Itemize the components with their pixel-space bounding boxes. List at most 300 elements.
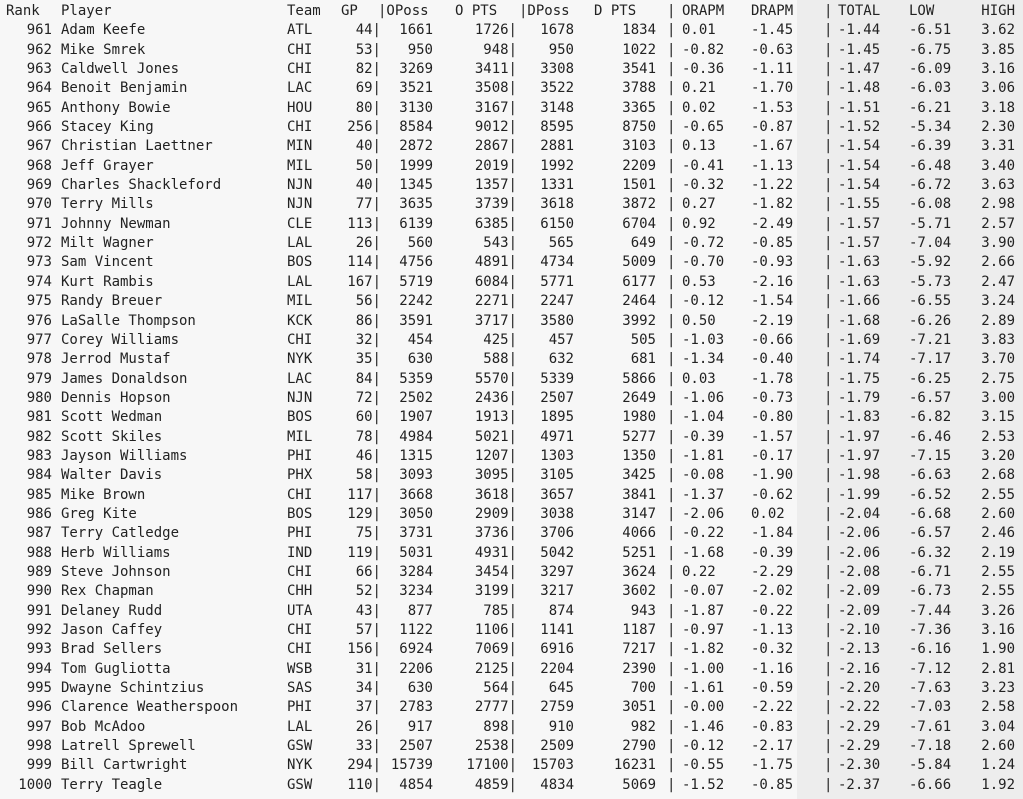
header-drapm: DRAPM (751, 3, 794, 19)
column-separator: | (824, 157, 833, 174)
cell-high: 3.90 (981, 235, 1015, 252)
cell-total: -2.08 (838, 563, 881, 580)
cell-orapm: 0.01 (682, 22, 716, 39)
column-separator: | (824, 99, 833, 116)
cell-total: -2.04 (838, 505, 881, 522)
cell-orapm: 0.21 (682, 80, 716, 97)
column-separator: | (824, 602, 833, 619)
cell-drapm: -2.49 (751, 215, 794, 232)
cell-dpts: 700 (630, 680, 656, 697)
column-separator: | (667, 467, 676, 484)
cell-dpts: 2790 (622, 738, 656, 755)
cell-rank: 985 (26, 486, 52, 503)
cell-low: -5.84 (909, 757, 952, 774)
cell-oposs: 3668 (399, 486, 433, 503)
cell-rank: 999 (26, 757, 52, 774)
cell-dpts: 1501 (622, 177, 656, 194)
cell-dposs: 3580 (540, 312, 574, 329)
column-separator: | (667, 254, 676, 271)
cell-low: -6.82 (909, 409, 952, 426)
cell-dposs: 3105 (540, 467, 574, 484)
cell-player: Scott Wedman (61, 409, 163, 426)
table-row (0, 466, 1023, 485)
cell-rank: 976 (26, 312, 52, 329)
cell-oposs: 5719 (399, 273, 433, 290)
cell-team: LAC (287, 80, 313, 97)
column-separator: | (824, 447, 833, 464)
cell-drapm: -1.67 (751, 138, 794, 155)
cell-dpts: 6704 (622, 215, 656, 232)
cell-gp: 256| (347, 119, 381, 136)
cell-dposs: 3522 (540, 80, 574, 97)
column-separator: | (667, 641, 676, 658)
cell-drapm: -0.85 (751, 235, 794, 252)
cell-rank: 973 (26, 254, 52, 271)
cell-player: Terry Mills (61, 196, 154, 213)
cell-high: 2.47 (981, 273, 1015, 290)
cell-oposs: 2502 (399, 389, 433, 406)
cell-high: 2.46 (981, 525, 1015, 542)
cell-team: PHI (287, 447, 313, 464)
cell-dpts: 943 (630, 602, 656, 619)
cell-total: -1.63 (838, 273, 881, 290)
cell-oposs: 5031 (399, 544, 433, 561)
cell-oposs: 4984 (399, 428, 433, 445)
column-separator: | (824, 738, 833, 755)
cell-drapm: -1.54 (751, 293, 794, 310)
cell-high: 3.16 (981, 622, 1015, 638)
cell-team: NYK (287, 757, 313, 774)
cell-dposs: 1303 (540, 447, 574, 464)
table-row (0, 79, 1023, 98)
cell-high: 3.20 (981, 447, 1015, 464)
cell-rank: 977 (26, 331, 52, 348)
cell-total: -2.29 (838, 718, 881, 735)
header-player: Player (61, 3, 112, 19)
cell-team: BOS (287, 254, 313, 271)
column-separator: | (667, 738, 676, 755)
cell-gp: 31| (355, 660, 381, 677)
cell-dpts: 3992 (622, 312, 656, 329)
column-separator: | (667, 331, 676, 348)
cell-dpts: 2209 (622, 157, 656, 174)
cell-dposs: 2507 (540, 389, 574, 406)
cell-low: -6.57 (909, 525, 952, 542)
cell-opts: 785| (483, 602, 517, 619)
table-row (0, 679, 1023, 698)
cell-orapm: 0.13 (682, 138, 716, 155)
cell-drapm: -1.11 (751, 61, 794, 78)
cell-high: 2.55 (981, 583, 1015, 600)
cell-rank: 969 (26, 177, 52, 194)
cell-oposs: 6924 (399, 641, 433, 658)
header-orapm: ORAPM (682, 3, 725, 19)
cell-team: CHI (287, 119, 313, 136)
cell-low: -7.03 (909, 699, 952, 716)
cell-orapm: -1.87 (682, 602, 725, 619)
cell-opts: 543| (483, 235, 517, 252)
column-separator: | (824, 119, 833, 136)
column-separator: | (667, 235, 676, 252)
cell-opts: 4931| (474, 544, 517, 561)
cell-total: -2.09 (838, 602, 881, 619)
cell-player: Delaney Rudd (61, 602, 163, 619)
column-separator: | (824, 196, 833, 213)
cell-orapm: -0.12 (682, 293, 725, 310)
cell-dposs: 3308 (540, 61, 574, 78)
cell-team: CHI (287, 41, 313, 58)
column-separator: | (667, 119, 676, 136)
cell-total: -2.09 (838, 583, 881, 600)
column-separator: | (824, 467, 833, 484)
cell-total: -1.52 (838, 119, 881, 136)
cell-orapm: -1.68 (682, 544, 725, 561)
cell-team: HOU (287, 99, 313, 116)
cell-low: -6.48 (909, 157, 952, 174)
cell-rank: 965 (26, 99, 52, 116)
column-separator: | (824, 428, 833, 445)
table-row (0, 582, 1023, 601)
cell-dpts: 4066 (622, 525, 656, 542)
cell-gp: 43| (355, 602, 381, 619)
cell-high: 3.15 (981, 409, 1015, 426)
cell-gp: 80| (355, 99, 381, 116)
column-separator: | (824, 22, 833, 39)
cell-dposs: 5339 (540, 370, 574, 387)
cell-low: -6.25 (909, 370, 952, 387)
cell-team: CHI (287, 641, 313, 658)
header-dpts: D PTS (594, 3, 637, 19)
cell-opts: 4891| (474, 254, 517, 271)
cell-player: LaSalle Thompson (61, 312, 196, 329)
cell-gp: 294| (347, 757, 381, 774)
cell-player: Steve Johnson (61, 563, 171, 580)
cell-player: Clarence Weatherspoon (61, 699, 239, 716)
cell-low: -6.66 (909, 776, 952, 793)
cell-opts: 2436| (474, 389, 517, 406)
cell-opts: 2538| (474, 738, 517, 755)
cell-opts: 3717| (474, 312, 517, 329)
cell-gp: 117| (347, 486, 381, 503)
cell-orapm: 0.03 (682, 370, 716, 387)
column-separator: | (667, 196, 676, 213)
table-row (0, 99, 1023, 118)
cell-opts: 6385| (474, 215, 517, 232)
header-dposs: |DPoss (519, 3, 570, 19)
table-row (0, 640, 1023, 659)
cell-drapm: -2.19 (751, 312, 794, 329)
cell-team: PHX (287, 467, 313, 484)
cell-orapm: -0.00 (682, 699, 725, 716)
cell-rank: 971 (26, 215, 52, 232)
cell-dpts: 8750 (622, 119, 656, 136)
cell-high: 3.63 (981, 177, 1015, 194)
column-separator: | (667, 660, 676, 677)
cell-low: -6.32 (909, 544, 952, 561)
cell-low: -6.09 (909, 61, 952, 78)
cell-player: Terry Teagle (61, 776, 163, 793)
cell-dposs: 874 (548, 602, 574, 619)
cell-gp: 35| (355, 351, 381, 368)
cell-rank: 984 (26, 467, 52, 484)
cell-low: -6.03 (909, 80, 952, 97)
cell-rank: 993 (26, 641, 52, 658)
cell-gp: 56| (355, 293, 381, 310)
cell-drapm: -1.75 (751, 757, 794, 774)
cell-rank: 980 (26, 389, 52, 406)
table-row (0, 486, 1023, 505)
table-row (0, 563, 1023, 582)
cell-player: Sam Vincent (61, 254, 154, 271)
cell-orapm: -0.97 (682, 622, 725, 638)
cell-orapm: -1.52 (682, 776, 725, 793)
cell-drapm: 0.02 (751, 505, 785, 522)
cell-opts: 5570| (474, 370, 517, 387)
cell-oposs: 560 (407, 235, 433, 252)
column-separator: | (667, 622, 676, 638)
cell-drapm: -0.63 (751, 41, 794, 58)
cell-drapm: -0.93 (751, 254, 794, 271)
cell-team: CHH (287, 583, 313, 600)
cell-orapm: -1.37 (682, 486, 725, 503)
cell-dpts: 3602 (622, 583, 656, 600)
cell-oposs: 3269 (399, 61, 433, 78)
cell-oposs: 1122 (399, 622, 433, 638)
table-row (0, 621, 1023, 640)
cell-orapm: -1.00 (682, 660, 725, 677)
cell-dpts: 3541 (622, 61, 656, 78)
cell-oposs: 5359 (399, 370, 433, 387)
cell-dpts: 2390 (622, 660, 656, 677)
column-separator: | (667, 293, 676, 310)
cell-drapm: -1.45 (751, 22, 794, 39)
cell-dposs: 565 (548, 235, 574, 252)
cell-high: 2.98 (981, 196, 1015, 213)
cell-low: -7.36 (909, 622, 952, 638)
cell-team: NJN (287, 389, 313, 406)
column-separator: | (667, 215, 676, 232)
cell-dpts: 3872 (622, 196, 656, 213)
cell-dpts: 7217 (622, 641, 656, 658)
cell-player: Brad Sellers (61, 641, 163, 658)
cell-dpts: 1187 (622, 622, 656, 638)
cell-total: -1.57 (838, 215, 881, 232)
cell-dpts: 1022 (622, 41, 656, 58)
cell-rank: 986 (26, 505, 52, 522)
cell-gp: 40| (355, 177, 381, 194)
cell-team: ATL (287, 22, 313, 39)
cell-orapm: -1.61 (682, 680, 725, 697)
table-row (0, 273, 1023, 292)
column-separator: | (824, 757, 833, 774)
cell-player: Kurt Rambis (61, 273, 154, 290)
cell-low: -6.26 (909, 312, 952, 329)
cell-team: BOS (287, 409, 313, 426)
cell-gp: 58| (355, 467, 381, 484)
cell-rank: 987 (26, 525, 52, 542)
cell-gp: 114| (347, 254, 381, 271)
column-separator: | (667, 680, 676, 697)
table-row (0, 312, 1023, 331)
cell-low: -7.12 (909, 660, 952, 677)
column-separator: | (667, 699, 676, 716)
cell-rank: 975 (26, 293, 52, 310)
cell-drapm: -1.82 (751, 196, 794, 213)
column-separator: | (824, 293, 833, 310)
cell-orapm: -0.65 (682, 119, 725, 136)
cell-opts: 588| (483, 351, 517, 368)
cell-low: -5.34 (909, 119, 952, 136)
cell-player: Mike Smrek (61, 41, 146, 58)
cell-drapm: -2.29 (751, 563, 794, 580)
cell-dposs: 1992 (540, 157, 574, 174)
table-row (0, 21, 1023, 40)
cell-team: CHI (287, 563, 313, 580)
cell-dposs: 6916 (540, 641, 574, 658)
cell-orapm: -0.12 (682, 738, 725, 755)
column-separator: | (824, 254, 833, 271)
cell-low: -6.52 (909, 486, 952, 503)
cell-high: 2.55 (981, 563, 1015, 580)
cell-dpts: 2649 (622, 389, 656, 406)
cell-oposs: 3050 (399, 505, 433, 522)
cell-low: -6.39 (909, 138, 952, 155)
cell-dpts: 5251 (622, 544, 656, 561)
cell-dpts: 1350 (622, 447, 656, 464)
cell-opts: 2777| (474, 699, 517, 716)
column-separator: | (824, 370, 833, 387)
table-row (0, 60, 1023, 79)
cell-orapm: 0.53 (682, 273, 716, 290)
cell-low: -7.61 (909, 718, 952, 735)
cell-low: -5.73 (909, 273, 952, 290)
cell-dposs: 2247 (540, 293, 574, 310)
cell-total: -1.97 (838, 447, 881, 464)
cell-high: 3.06 (981, 80, 1015, 97)
cell-gp: 32| (355, 331, 381, 348)
table-row (0, 602, 1023, 621)
cell-opts: 3411| (474, 61, 517, 78)
cell-gp: 26| (355, 718, 381, 735)
cell-orapm: -1.03 (682, 331, 725, 348)
cell-team: NYK (287, 351, 313, 368)
column-separator: | (667, 428, 676, 445)
cell-total: -1.83 (838, 409, 881, 426)
cell-dpts: 5866 (622, 370, 656, 387)
cell-low: -6.08 (909, 196, 952, 213)
cell-total: -1.55 (838, 196, 881, 213)
cell-team: LAL (287, 273, 313, 290)
column-separator: | (667, 80, 676, 97)
cell-dposs: 15703 (531, 757, 574, 774)
column-separator: | (824, 312, 833, 329)
cell-rank: 996 (26, 699, 52, 716)
cell-orapm: -0.82 (682, 41, 725, 58)
cell-opts: 1106| (474, 622, 517, 638)
cell-player: James Donaldson (61, 370, 188, 387)
cell-opts: 425| (483, 331, 517, 348)
column-separator: | (824, 486, 833, 503)
cell-dposs: 3297 (540, 563, 574, 580)
cell-orapm: -1.04 (682, 409, 725, 426)
cell-drapm: -2.16 (751, 273, 794, 290)
cell-player: Caldwell Jones (61, 61, 180, 78)
table-row (0, 41, 1023, 60)
cell-team: PHI (287, 525, 313, 542)
cell-high: 2.68 (981, 467, 1015, 484)
cell-total: -1.74 (838, 351, 881, 368)
cell-gp: 60| (355, 409, 381, 426)
cell-drapm: -0.40 (751, 351, 794, 368)
cell-low: -7.15 (909, 447, 952, 464)
cell-rank: 1000 (18, 776, 52, 793)
cell-opts: 2125| (474, 660, 517, 677)
cell-dposs: 5771 (540, 273, 574, 290)
cell-team: WSB (287, 660, 313, 677)
cell-dpts: 3103 (622, 138, 656, 155)
cell-total: -2.20 (838, 680, 881, 697)
cell-low: -6.73 (909, 583, 952, 600)
cell-high: 2.89 (981, 312, 1015, 329)
cell-high: 2.53 (981, 428, 1015, 445)
cell-total: -1.57 (838, 235, 881, 252)
cell-player: Greg Kite (61, 505, 137, 522)
cell-dposs: 1895 (540, 409, 574, 426)
cell-oposs: 917 (407, 718, 433, 735)
cell-team: NJN (287, 177, 313, 194)
cell-gp: 46| (355, 447, 381, 464)
cell-low: -7.63 (909, 680, 952, 697)
cell-orapm: -0.72 (682, 235, 725, 252)
cell-low: -6.57 (909, 389, 952, 406)
column-separator: | (824, 389, 833, 406)
cell-drapm: -0.59 (751, 680, 794, 697)
cell-orapm: -0.32 (682, 177, 725, 194)
column-separator: | (824, 409, 833, 426)
cell-opts: 564| (483, 680, 517, 697)
cell-opts: 2271| (474, 293, 517, 310)
column-separator: | (824, 641, 833, 658)
cell-team: IND (287, 544, 313, 561)
cell-oposs: 3731 (399, 525, 433, 542)
cell-dposs: 1331 (540, 177, 574, 194)
cell-high: 3.83 (981, 331, 1015, 348)
cell-high: 3.70 (981, 351, 1015, 368)
cell-high: 3.26 (981, 602, 1015, 619)
cell-total: -1.98 (838, 467, 881, 484)
cell-team: CLE (287, 215, 313, 232)
cell-team: LAL (287, 718, 313, 735)
cell-total: -1.66 (838, 293, 881, 310)
cell-player: Jerrod Mustaf (61, 351, 171, 368)
cell-orapm: 0.22 (682, 563, 716, 580)
column-separator: | (667, 157, 676, 174)
cell-low: -6.46 (909, 428, 952, 445)
header-gp: GP (341, 3, 358, 19)
column-separator: | (667, 718, 676, 735)
cell-player: Jason Caffey (61, 622, 163, 638)
column-separator: | (824, 699, 833, 716)
cell-drapm: -2.22 (751, 699, 794, 716)
cell-opts: 6084| (474, 273, 517, 290)
cell-drapm: -1.70 (751, 80, 794, 97)
cell-high: 3.85 (981, 41, 1015, 58)
cell-rank: 989 (26, 563, 52, 580)
cell-oposs: 2206 (399, 660, 433, 677)
table-row (0, 737, 1023, 756)
cell-rank: 972 (26, 235, 52, 252)
cell-dposs: 950 (548, 41, 574, 58)
